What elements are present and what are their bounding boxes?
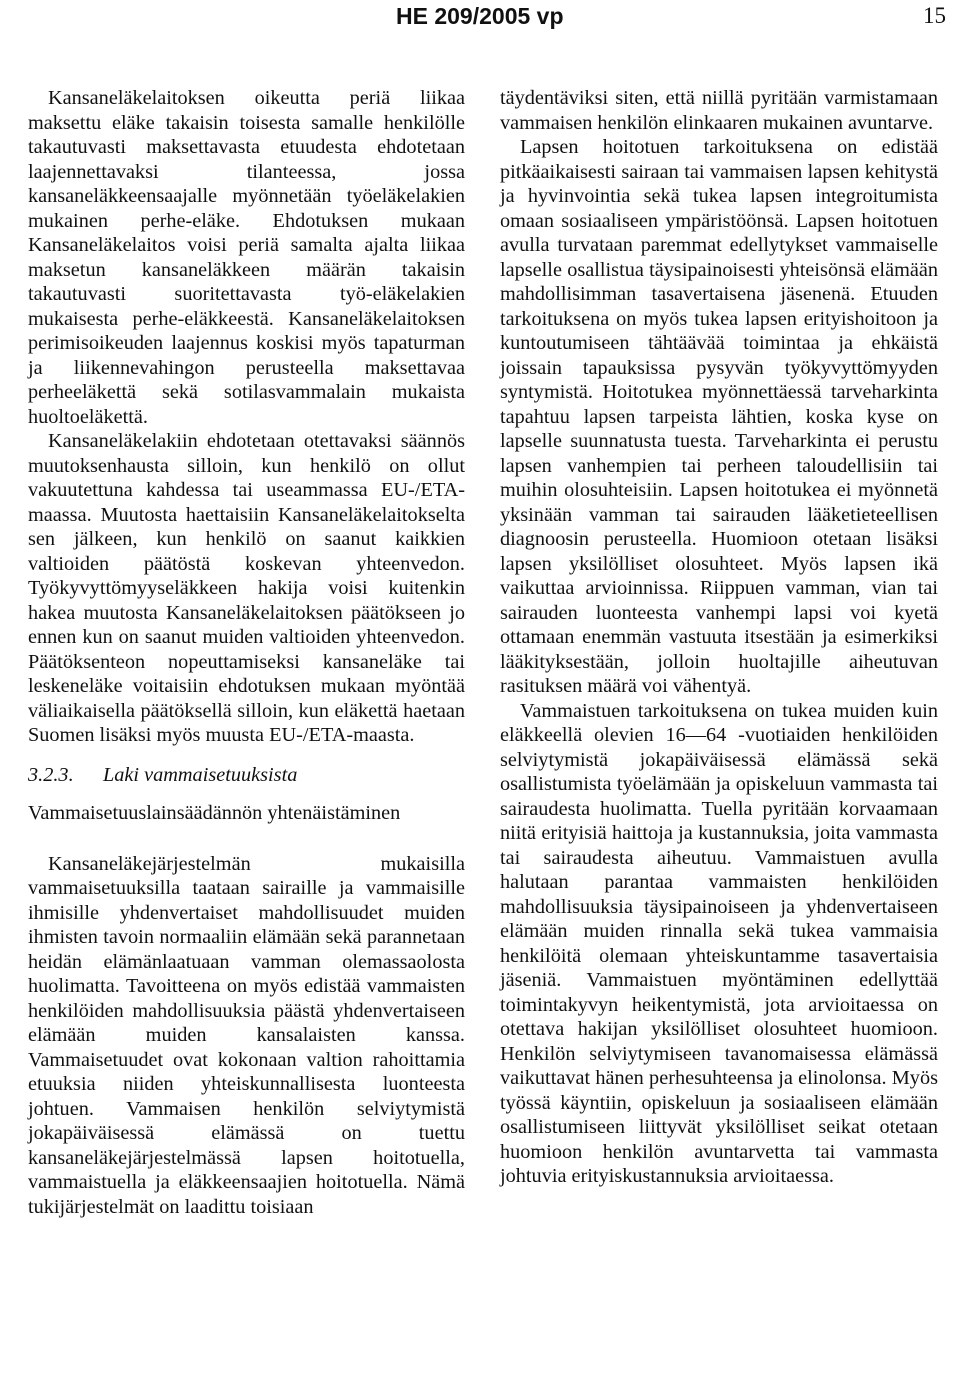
section-title: Laki vammaisetuuksista xyxy=(103,763,298,786)
section-heading xyxy=(28,762,465,788)
page-header xyxy=(0,2,960,32)
subheading: Vammaisetuuslainsäädännön yhtenäistäminen xyxy=(28,801,401,824)
left-column xyxy=(28,86,465,1219)
body-paragraph: täydentäviksi siten, että niillä pyritään varmistamaan vammaisen henkilön elinkaaren mukainen avuntarve. xyxy=(500,87,938,134)
body-paragraph: Vammaistuen tarkoituksena on tukea muiden kuin eläkkeellä olevien 16—64 -vuotiaiden henkilöiden selviytymistä jokapäiväisessä elämässä sekä osallistumista työelämään ja opiskeluun vammasta tai sairaudesta huolimatta. Tuella pyritään korvaamaan niitä erityisiä haittoja ja kustannuksia, joita vammasta tai sairaudesta aiheutuu. Vammaistuen avulla halutaan parantaa vammaisten henkilöiden mahdollisuuksia täysipainoiseen ja yhdenvertaiseen elämään muiden rinnalla sekä tukea vammaisia henkilöitä olemaan yhteiskuntamme tasavertaisia jäseniä. Vammaistuen myöntäminen edellyttää toimintakyvyn heikentymistä, jota arvioitaessa on otettava hakijan yksilölliset olosuhteet huomioon. Henkilön selviytymiseen tavanomaisessa elämässä vaikuttavat hänen perhesuhteensa ja elinolonsa. Myös työssä käyntiin, opiskeluun ja sosiaaliseen elämään osallistumiseen liittyvät yksilölliset seikat otetaan huomioon henkilön avuntarvetta tai vammasta johtuvia erityiskustannuksia arvioitaessa. xyxy=(500,699,938,1187)
body-paragraph: Kansaneläkelaitoksen oikeutta periä liikaa maksettu eläke takaisin toisesta samalle henkilölle takautuvasti maksettavasta etuudesta ehdotetaan laajennettavaksi tilanteessa, jossa kansaneläkkeensaajalle myönnetään työeläkelakien mukainen perhe-eläke. Ehdotuksen mukaan Kansaneläkelaitos voisi periä samalta ajalta liikaa maksetun kansaneläkkeen määrän takaisin takautuvasti suoritettavasta työ-eläkelakien mukaisesta perhe-eläkkeestä. Kansaneläkelaitoksen perimisoikeuden laajennus koskisi myös tapaturman ja liikennevahingon perusteella maksettavaa perheeläkettä sekä sotilasvammalain mukaista huoltoeläkettä. xyxy=(28,87,465,428)
page-number: 15 xyxy=(923,3,946,28)
body-paragraph: Kansaneläkelakiin ehdotetaan otettavaksi säännös muutoksenhausta silloin, kun henkilö on ollut vakuutettuna kahdessa tai useammassa EU-/ETA-maassa. Muutosta haettaisiin Kansaneläkelaitokselta sen jälkeen, kun henkilö on saanut kaikkien valtioiden päätöstä koskevan yhteenvedon. Työkyvyttömyyseläkkeen hakija voisi kuitenkin hakea muutosta Kansaneläkelaitoksen päätökseen jo ennen kun on saanut muiden valtioiden yhteenvedon. Päätöksenteon nopeuttamiseksi kansaneläke tai leskeneläke voitaisiin ehdotuksen mukaan myöntää väliaikaisella päätöksellä silloin, kun eläkettä haetaan Suomen lisäksi myös muusta EU-/ETA-maasta. xyxy=(28,430,465,746)
body-paragraph: Kansaneläkejärjestelmän mukaisilla vammaisetuuksilla taataan sairaille ja vammaisille ihmisille yhdenvertaiset mahdollisuudet muiden ihmisten tavoin normaaliin elämään sekä parannetaan heidän elämänlaatuaan vamman olemassaolosta huolimatta. Tavoitteena on myös edistää vammaisten henkilöiden mahdollisuuksia päästä yhdenvertaiseen elämään muiden kansalaisten kanssa. Vammaisetuudet ovat kokonaan valtion rahoittamia etuuksia niiden yhteiskunnallisesta luonteesta johtuen. Vammaisen henkilön selviytymistä jokapäiväisessä elämässä on tuettu kansaneläkejärjestelmässä lapsen hoitotuella, vammaistuella ja eläkkeensaajien hoitotuella. Nämä tukijärjestelmät on laadittu toisiaan xyxy=(28,852,465,1218)
document-title: HE 209/2005 vp xyxy=(396,3,564,29)
body-paragraph: Lapsen hoitotuen tarkoituksena on edistää pitkäaikaisesti sairaan tai vammaisen lapsen kehitystä ja hyvinvointia sekä tukea lapsen integroitumista omaan sosiaaliseen ympäristöönsä. Lapsen hoitotuen avulla turvataan paremmat edellytykset vammaiselle lapselle osallistua täysipainoisesti yhteisönsä elämään mahdollisimman tasavertaisena jäsenenä. Etuuden tarkoituksena on myös tukea lapsen erityishoitoon ja kuntoutumiseen tähtäävää toimintaa ja ehkäistä joissain tapauksissa pysyvän työkyvyttömyyden syntymistä. Hoitotukea myönnettäessä tarveharkinta tapahtuu lapsen tarpeista lähtien, koska kyse on lapselle suunnatusta tuesta. Tarveharkinta ei perustu lapsen vanhempien tai perheen taloudellisiin tai muihin olosuhteisiin. Lapsen hoitotukea ei myönnetä yksinään vamman tai sairauden lääketieteellisen diagnoosin perusteella. Huomioon otetaan lisäksi lapsen yksilölliset olosuhteet. Myös lapsen ikä vaikuttaa arvioinnissa. Riippuen vamman, vian tai sairauden luonteesta vanhempi lapsi voi kyetä ottamaan enemmän vastuuta itsestään ja esimerkiksi lääkityksestään, jolloin huoltajille aiheutuvan rasituksen määrä voi vähentyä. xyxy=(500,136,938,697)
right-column xyxy=(500,86,938,1189)
section-number: 3.2.3. xyxy=(28,763,74,786)
